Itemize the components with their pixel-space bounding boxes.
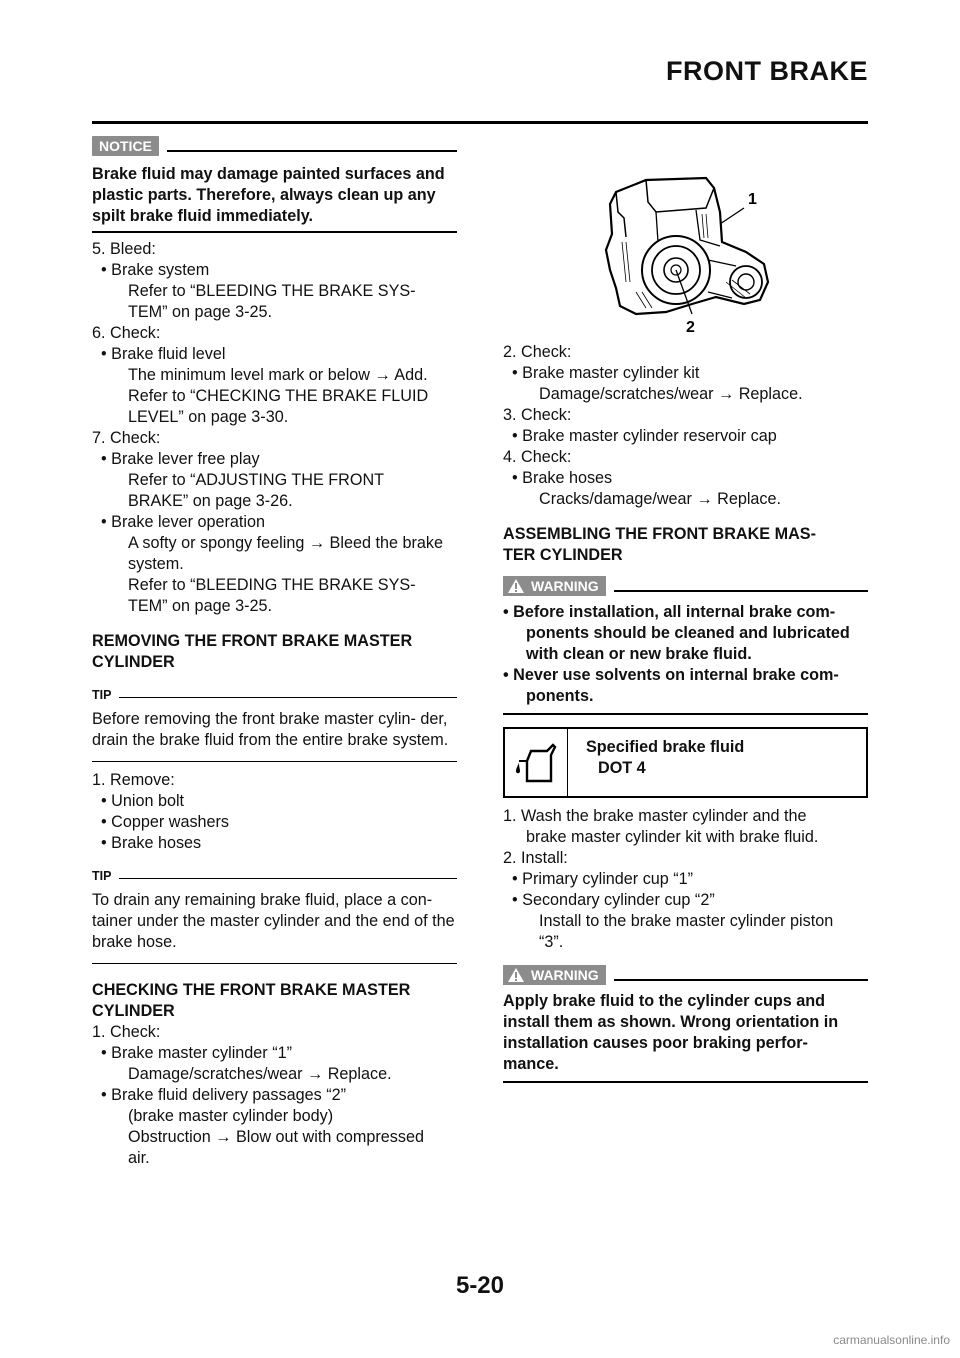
spec-value: DOT 4 xyxy=(598,759,646,777)
step-bullet-line: • Brake fluid level xyxy=(101,345,226,363)
tip-end-rule-2 xyxy=(92,963,457,964)
warning-end-rule-1 xyxy=(503,713,868,715)
right-column xyxy=(503,136,868,1083)
step-continuation-line: brake master cylinder kit with brake fluid. xyxy=(526,828,819,846)
step-bullet-line: • Brake hoses xyxy=(101,834,202,852)
warning-rule-1 xyxy=(614,590,868,592)
warning-text-2: Apply brake fluid to the cylinder cups and install them as shown. Wrong orientation in installation causes poor braking perfor- mance. xyxy=(503,992,839,1073)
step-number-line: 2. Check: xyxy=(503,343,572,361)
notice-text: Brake fluid may damage painted surfaces and plastic parts. Therefore, always clean up any spilt brake fluid immediately. xyxy=(92,165,445,225)
warning-heading-1 xyxy=(503,576,868,596)
step-number-line: 3. Check: xyxy=(503,406,572,424)
check-master-cylinder-steps xyxy=(92,1022,457,1169)
tip-heading-1 xyxy=(92,685,457,705)
step-continuation-line: (brake master cylinder body) xyxy=(128,1107,334,1125)
heading-assembling xyxy=(503,524,868,566)
install-steps xyxy=(503,806,868,953)
step-continuation-line: Refer to “CHECKING THE BRAKE FLUID xyxy=(128,387,429,405)
tip-end-rule-1 xyxy=(92,761,457,762)
step-number-line: 4. Check: xyxy=(503,448,572,466)
notice-badge: NOTICE xyxy=(92,136,159,156)
step-continuation-line: The minimum level mark or below → Add. xyxy=(128,366,428,384)
tip-text-2: To drain any remaining brake fluid, place a con- tainer under the master cylinder and the end of the brake hose. xyxy=(92,891,455,951)
heading-removing xyxy=(92,631,457,673)
page-header-title: FRONT BRAKE xyxy=(666,56,868,86)
warning-badge-1 xyxy=(503,576,606,596)
heading-checking xyxy=(92,980,457,1022)
step-bullet-line: • Copper washers xyxy=(101,813,230,831)
spec-title: Specified brake fluid xyxy=(586,738,745,756)
warning-line: • Never use solvents on internal brake com- xyxy=(503,666,839,684)
figure-label-2: 2 xyxy=(686,319,695,336)
tip-heading-2 xyxy=(92,866,457,886)
step-continuation-line: Install to the brake master cylinder piston xyxy=(539,912,834,930)
step-number-line: 7. Check: xyxy=(92,429,161,447)
warning-rule-2 xyxy=(614,979,868,981)
step-bullet-line: • Brake fluid delivery passages “2” xyxy=(101,1086,346,1104)
notice-heading xyxy=(92,136,457,156)
step-number-line: 6. Check: xyxy=(92,324,161,342)
spec-text xyxy=(568,729,744,796)
page-number: 5-20 xyxy=(455,1272,505,1299)
heading-removing-line2: CYLINDER xyxy=(92,653,175,671)
step-number-line: 5. Bleed: xyxy=(92,240,156,258)
step-continuation-line: Damage/scratches/wear → Replace. xyxy=(128,1065,392,1083)
warning-badge-1-label: WARNING xyxy=(531,578,599,594)
step-continuation-line: Refer to “BLEEDING THE BRAKE SYS- xyxy=(128,282,416,300)
notice-rule xyxy=(167,150,457,152)
step-bullet-line: • Brake master cylinder kit xyxy=(512,364,700,382)
step-bullet-line: • Brake lever operation xyxy=(101,513,266,531)
heading-assembling-line1: ASSEMBLING THE FRONT BRAKE MAS- xyxy=(503,525,816,543)
step-continuation-line: Damage/scratches/wear → Replace. xyxy=(539,385,803,403)
step-bullet-line: • Secondary cylinder cup “2” xyxy=(512,891,715,909)
warning-line: • Before installation, all internal brake com- xyxy=(503,603,836,621)
step-continuation-line: BRAKE” on page 3-26. xyxy=(128,492,293,510)
warning-line: ponents should be cleaned and lubricated xyxy=(526,624,850,642)
warning-end-rule-2 xyxy=(503,1081,868,1083)
header-rule xyxy=(92,121,868,124)
heading-removing-line1: REMOVING THE FRONT BRAKE MASTER xyxy=(92,632,413,650)
tip-label-2: TIP xyxy=(92,868,112,883)
step-continuation-line: Refer to “BLEEDING THE BRAKE SYS- xyxy=(128,576,416,594)
heading-assembling-line2: TER CYLINDER xyxy=(503,546,623,564)
step-number-line: 1. Remove: xyxy=(92,771,175,789)
warning-line: with clean or new brake fluid. xyxy=(526,645,752,663)
tip-text-1: Before removing the front brake master cylin- der, drain the brake fluid from the entire brake system. xyxy=(92,710,449,749)
step-bullet-line: • Primary cylinder cup “1” xyxy=(512,870,694,888)
warning-triangle-icon xyxy=(507,578,525,594)
step-continuation-line: “3”. xyxy=(539,933,564,951)
step-continuation-line: TEM” on page 3-25. xyxy=(128,303,272,321)
step-continuation-line: air. xyxy=(128,1149,150,1167)
step-continuation-line: system. xyxy=(128,555,184,573)
step-number-line: 1. Check: xyxy=(92,1023,161,1041)
step-bullet-line: • Brake system xyxy=(101,261,210,279)
figure-label-1: 1 xyxy=(748,191,757,208)
body-outline xyxy=(606,178,768,314)
tip-rule-2 xyxy=(119,878,457,879)
step-bullet-line: • Union bolt xyxy=(101,792,185,810)
step-bullet-line: • Brake hoses xyxy=(512,469,613,487)
step-bullet-line: • Brake master cylinder reservoir cap xyxy=(512,427,777,445)
warning-text-1 xyxy=(503,602,868,707)
heading-checking-line1: CHECKING THE FRONT BRAKE MASTER xyxy=(92,981,411,999)
step-continuation-line: TEM” on page 3-25. xyxy=(128,597,272,615)
notice-end-rule xyxy=(92,231,457,233)
step-bullet-line: • Brake master cylinder “1” xyxy=(101,1044,292,1062)
master-cylinder-illustration xyxy=(596,142,786,337)
check-kit-steps xyxy=(503,342,868,510)
step-continuation-line: LEVEL” on page 3-30. xyxy=(128,408,289,426)
step-continuation-line: Refer to “ADJUSTING THE FRONT xyxy=(128,471,385,489)
oil-can-icon xyxy=(513,741,559,785)
master-cylinder-figure xyxy=(503,142,868,342)
tip-rule-1 xyxy=(119,697,457,698)
footer-watermark: carmanualsonline.info xyxy=(833,1333,950,1347)
bleed-check-steps xyxy=(92,239,457,617)
spec-box xyxy=(503,727,868,798)
warning-heading-2 xyxy=(503,965,868,985)
warning-badge-2 xyxy=(503,965,606,985)
warning-line: ponents. xyxy=(526,687,594,705)
step-number-line: 2. Install: xyxy=(503,849,568,867)
warning-triangle-icon xyxy=(507,967,525,983)
step-bullet-line: • Brake lever free play xyxy=(101,450,260,468)
spec-icon-cell xyxy=(505,729,568,796)
warning-badge-2-label: WARNING xyxy=(531,967,599,983)
step-continuation-line: Cracks/damage/wear → Replace. xyxy=(539,490,782,508)
step-continuation-line: A softy or spongy feeling → Bleed the brake xyxy=(128,534,443,552)
remove-steps xyxy=(92,770,457,854)
tip-label-1: TIP xyxy=(92,687,112,702)
heading-checking-line2: CYLINDER xyxy=(92,1002,175,1020)
step-number-line: 1. Wash the brake master cylinder and the xyxy=(503,807,807,825)
step-continuation-line: Obstruction → Blow out with compressed xyxy=(128,1128,424,1146)
left-column xyxy=(92,136,457,1169)
